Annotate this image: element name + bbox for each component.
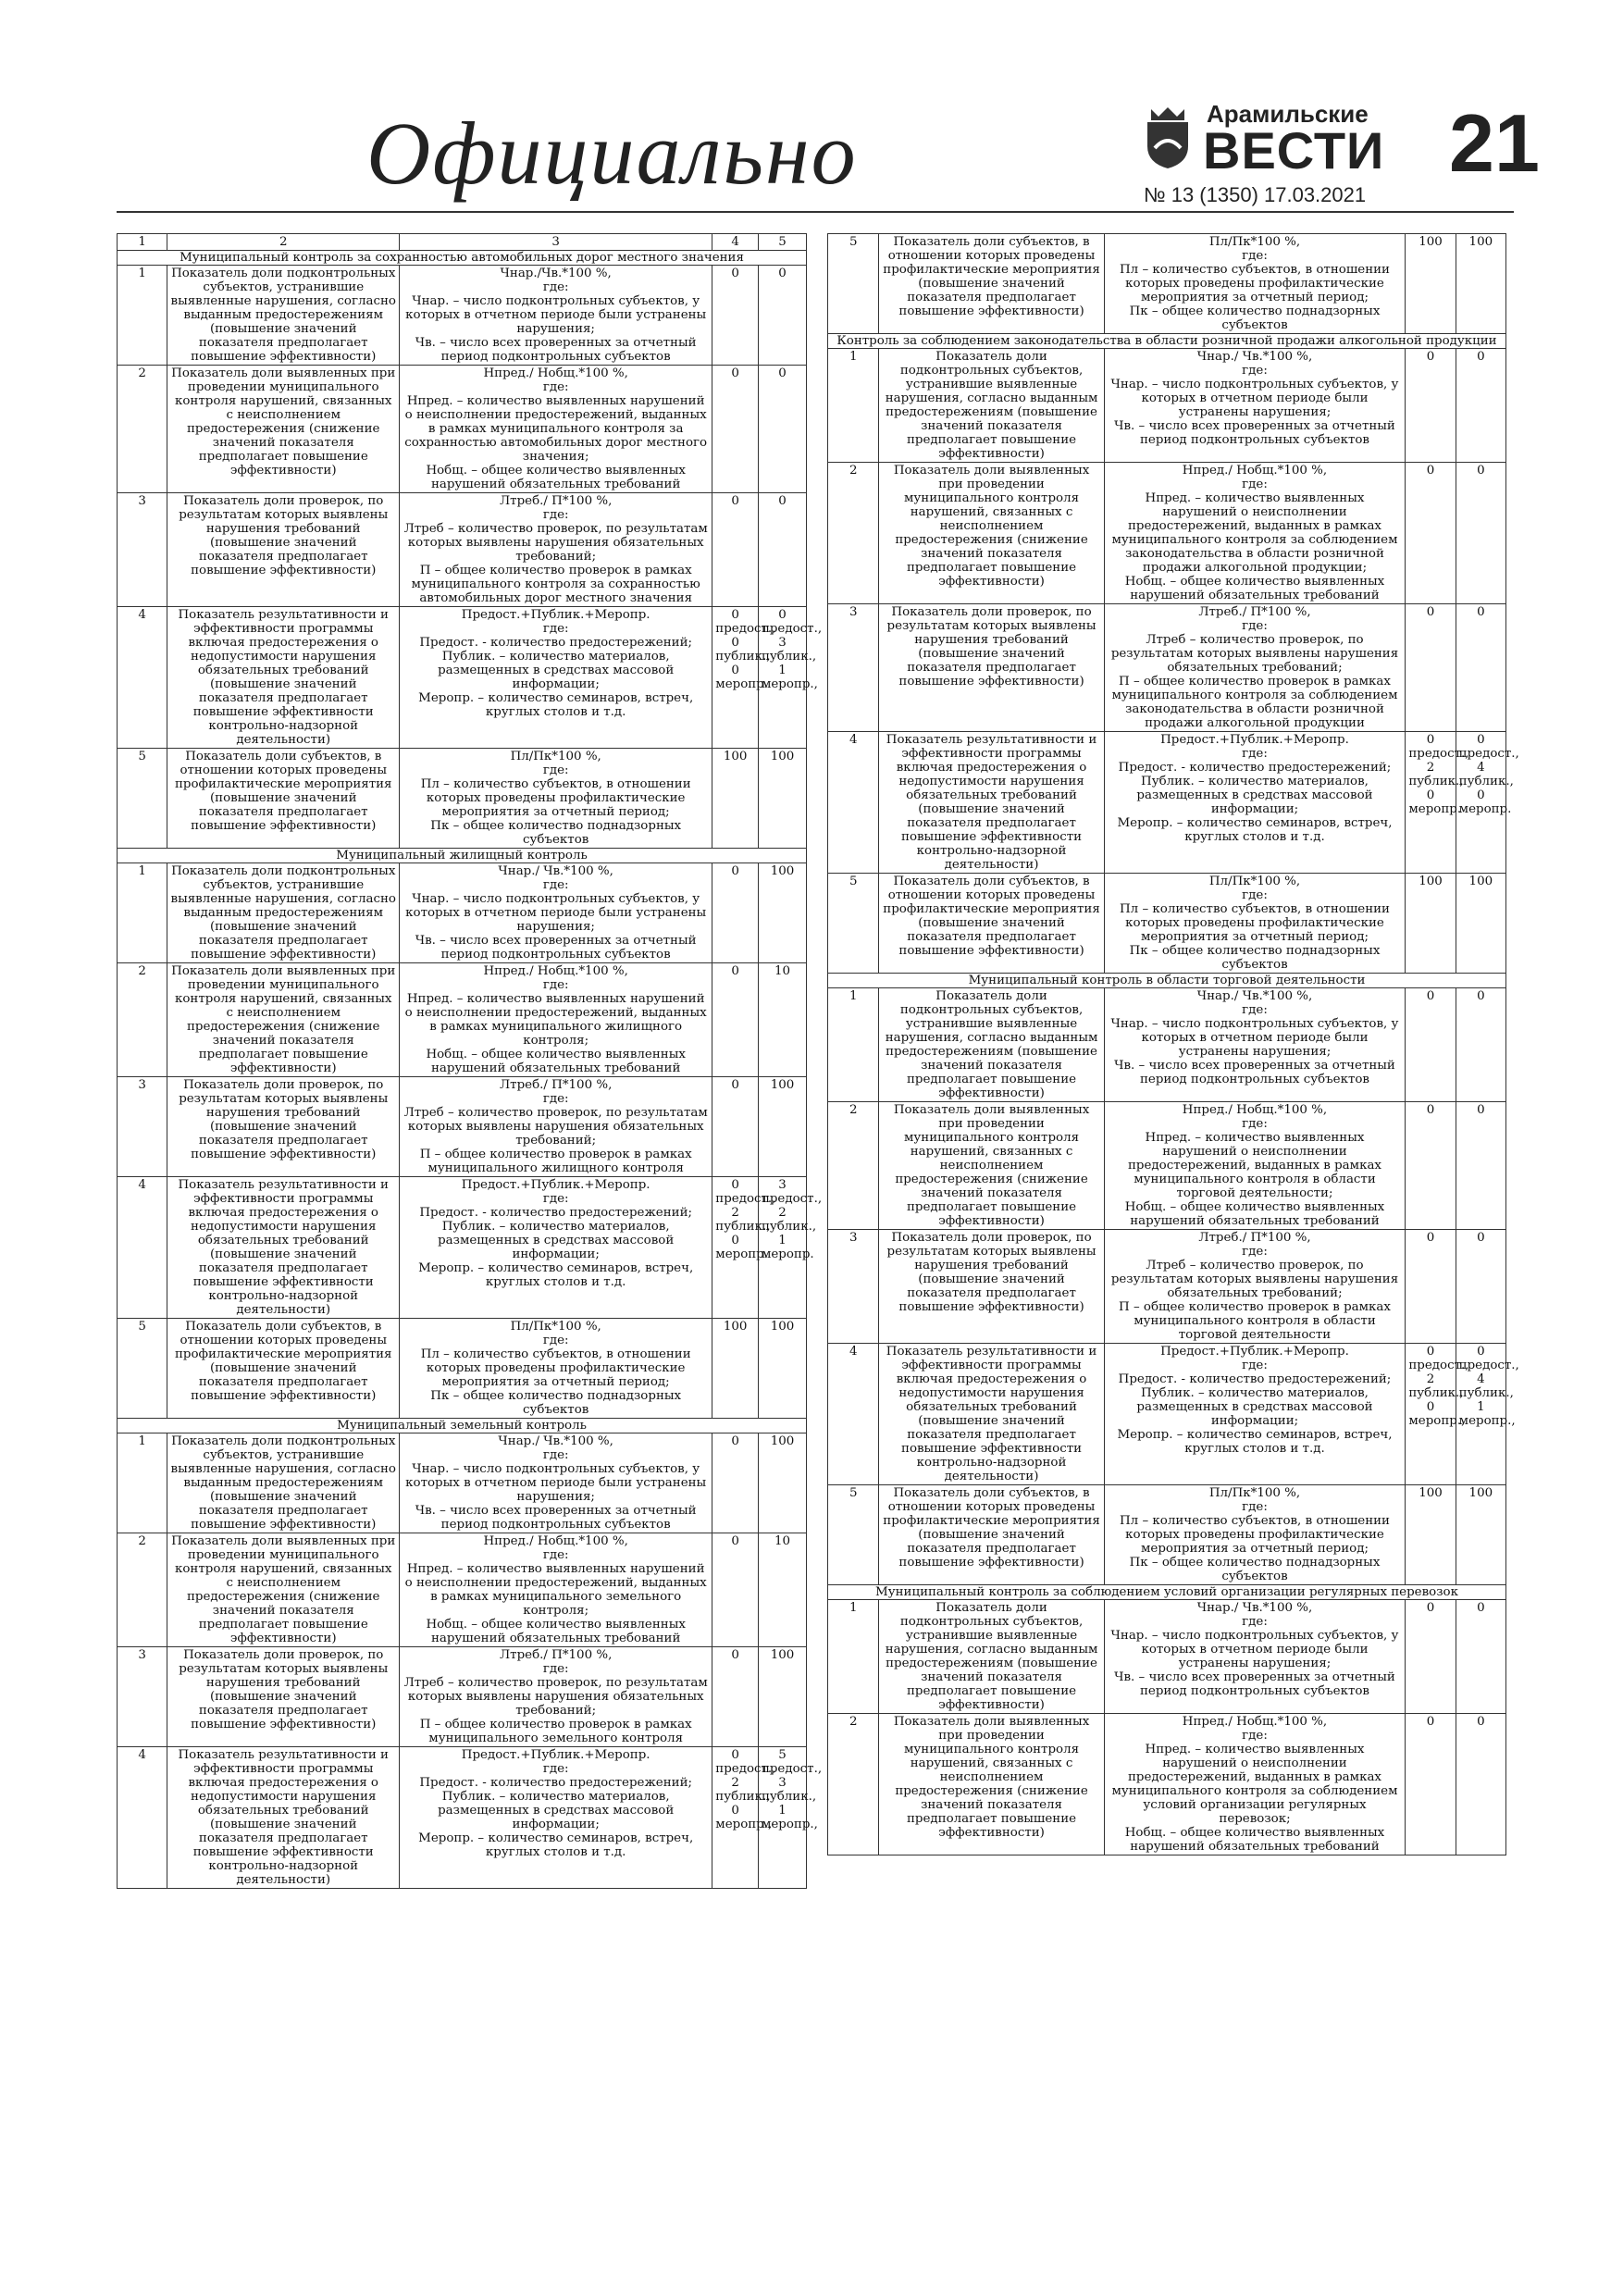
value-col4-cell: 0: [1406, 1230, 1456, 1344]
table-row: [828, 1485, 1506, 1585]
section-title-cell: Контроль за соблюдением законодательства в области розничной продажи алкогольной продукции: [828, 334, 1506, 349]
column-number-row: [118, 234, 807, 251]
value-col4-cell: 0 предост., 0 публик., 0 меропр.: [712, 607, 759, 749]
formula-cell: Нпред./ Нобщ.*100 %, где: Нпред. – количество выявленных нарушений о неисполнении предостережений, выданных в рамках муниципального контроля в области торговой деятельности; Нобщ. – общее количество выявленных нарушений обязательных требований: [1104, 1102, 1406, 1230]
value-col4-cell: 0 предост., 2 публик., 0 меропр.,: [712, 1747, 759, 1889]
formula-cell: Лтреб./ П*100 %, где: Лтреб – количество проверок, по результатам которых выявлены нарушения обязательных требований; П – общее количество проверок в рамках муниципального земельного контроля: [400, 1647, 712, 1747]
logo-subtitle: Арамильские: [1207, 100, 1369, 128]
newspaper-logo: [1142, 100, 1456, 180]
section-header-row: [118, 849, 807, 863]
formula-cell: Предост.+Публик.+Меропр. где: Предост. - количество предостережений; Публик. – количество материалов, размещенных в средствах массовой информации; Меропр. – количество семинаров, встреч, круглых столов и т.д.: [1104, 1344, 1406, 1485]
header-rule: [117, 211, 1514, 213]
table-row: [828, 234, 1506, 334]
table-row: [118, 863, 807, 963]
table-row: [828, 463, 1506, 604]
row-number: 2: [828, 1102, 879, 1230]
indicator-cell: Показатель доли подконтрольных субъектов, устранившие выявленные нарушения, согласно выданным предостережениям (повышение значений показателя предполагает повышение эффективности): [879, 1600, 1104, 1714]
value-col5-cell: 100: [1456, 1485, 1505, 1585]
section-title-cell: Муниципальный контроль в области торговой деятельности: [828, 974, 1506, 988]
value-col5-cell: 5 предост., 3 публик., 1 меропр.,: [758, 1747, 806, 1889]
indicator-cell: Показатель доли выявленных при проведении муниципального контроля нарушений, связанных с неисполнением предостережения (снижение значений показателя предполагает повышение эффективности): [167, 963, 400, 1077]
formula-cell: Чнар./ Чв.*100 %, где: Чнар. – число подконтрольных субъектов, у которых в отчетном периоде были устранены нарушения; Чв. – число всех проверенных за отчетный период подконтрольных субъектов: [1104, 988, 1406, 1102]
row-number: 1: [828, 988, 879, 1102]
column-number-cell: 3: [400, 234, 712, 251]
formula-cell: Пл/Пк*100 %, где: Пл – количество субъектов, в отношении которых проведены профилактические мероприятия за отчетный период; Пк – общее количество поднадзорных субъектов: [1104, 1485, 1406, 1585]
row-number: 1: [118, 266, 167, 366]
value-col5-cell: 100: [1456, 234, 1505, 334]
row-number: 3: [118, 1077, 167, 1177]
value-col5-cell: 0 предост., 3 публик., 1 меропр.,: [758, 607, 806, 749]
column-number-cell: 1: [118, 234, 167, 251]
value-col5-cell: 100: [758, 1433, 806, 1533]
table-row: [828, 1102, 1506, 1230]
indicator-cell: Показатель доли подконтрольных субъектов, устранившие выявленные нарушения, согласно выданным предостережениям (повышение значений показателя предполагает повышение эффективности): [167, 863, 400, 963]
value-col5-cell: 0: [1456, 1600, 1505, 1714]
formula-cell: Предост.+Публик.+Меропр. где: Предост. - количество предостережений; Публик. – количество материалов, размещенных в средствах массовой информации; Меропр. – количество семинаров, встреч, круглых столов и т.д.: [1104, 732, 1406, 874]
formula-cell: Пл/Пк*100 %, где: Пл – количество субъектов, в отношении которых проведены профилактические мероприятия за отчетный период; Пк – общее количество поднадзорных субъектов: [400, 1319, 712, 1419]
table-row: [118, 266, 807, 366]
table-row: [118, 1177, 807, 1319]
formula-cell: Нпред./ Нобщ.*100 %, где: Нпред. – количество выявленных нарушений о неисполнении предостережений, выданных в рамках муниципального контроля за соблюдением условий организации регулярных перевозок; Нобщ. – общее количество выявленных нарушений обязательных требований: [1104, 1714, 1406, 1855]
column-number-cell: 5: [758, 234, 806, 251]
indicator-cell: Показатель доли выявленных при проведении муниципального контроля нарушений, связанных с неисполнением предостережения (снижение значений показателя предполагает повышение эффективности): [879, 463, 1104, 604]
value-col5-cell: 100: [758, 863, 806, 963]
value-col4-cell: 0: [1406, 1102, 1456, 1230]
row-number: 4: [118, 1177, 167, 1319]
formula-cell: Лтреб./ П*100 %, где: Лтреб – количество проверок, по результатам которых выявлены нарушения обязательных требований; П – общее количество проверок в рамках муниципального контроля в области торговой деятельности: [1104, 1230, 1406, 1344]
section-header-row: [118, 251, 807, 266]
indicator-cell: Показатель доли субъектов, в отношении которых проведены профилактические мероприятия (повышение значений показателя предполагает повышение эффективности): [879, 874, 1104, 974]
page-number: 21: [1449, 97, 1540, 189]
formula-cell: Чнар./ Чв.*100 %, где: Чнар. – число подконтрольных субъектов, у которых в отчетном периоде были устранены нарушения; Чв. – число всех проверенных за отчетный период подконтрольных субъектов: [1104, 349, 1406, 463]
row-number: 4: [118, 1747, 167, 1889]
indicator-cell: Показатель доли проверок, по результатам которых выявлены нарушения требований (повышение значений показателя предполагает повышение эффективности): [167, 1077, 400, 1177]
section-title: Официально: [366, 104, 858, 203]
row-number: 3: [118, 493, 167, 607]
table-row: [118, 1647, 807, 1747]
right-column: [827, 233, 1519, 1855]
row-number: 2: [118, 366, 167, 493]
value-col5-cell: 100: [758, 749, 806, 849]
table-row: [828, 1230, 1506, 1344]
formula-cell: Предост.+Публик.+Меропр. где: Предост. - количество предостережений; Публик. – количество материалов, размещенных в средствах массовой информации; Меропр. – количество семинаров, встреч, круглых столов и т.д.: [400, 1747, 712, 1889]
value-col4-cell: 100: [712, 749, 759, 849]
section-header-row: [828, 1585, 1506, 1600]
indicator-cell: Показатель доли выявленных при проведении муниципального контроля нарушений, связанных с неисполнением предостережения (снижение значений показателя предполагает повышение эффективности): [879, 1714, 1104, 1855]
row-number: 4: [828, 732, 879, 874]
table-row: [828, 988, 1506, 1102]
indicator-cell: Показатель доли субъектов, в отношении которых проведены профилактические мероприятия (повышение значений показателя предполагает повышение эффективности): [879, 234, 1104, 334]
page-header: [117, 83, 1540, 213]
table-row: [828, 1600, 1506, 1714]
row-number: 4: [118, 607, 167, 749]
formula-cell: Предост.+Публик.+Меропр. где: Предост. - количество предостережений; Публик. – количество материалов, размещенных в средствах массовой информации; Меропр. – количество семинаров, встреч, круглых столов и т.д.: [400, 1177, 712, 1319]
column-number-cell: 4: [712, 234, 759, 251]
column-number-cell: 2: [167, 234, 400, 251]
table-row: [828, 604, 1506, 732]
value-col4-cell: 0: [712, 963, 759, 1077]
indicator-cell: Показатель результативности и эффективности программы включая предостережения о недопустимости нарушения обязательных требований (повышение значений показателя предполагает повышение эффективности контрольно-надзорной деятельности): [879, 732, 1104, 874]
section-header-row: [118, 1419, 807, 1433]
indicator-cell: Показатель доли проверок, по результатам которых выявлены нарушения требований (повышение значений показателя предполагает повышение эффективности): [167, 1647, 400, 1747]
formula-cell: Нпред./ Нобщ.*100 %, где: Нпред. – количество выявленных нарушений о неисполнении предостережений, выданных в рамках муниципального контроля за соблюдением законодательства в области розничной продажи алкогольной продукции; Нобщ. – общее количество выявленных нарушений обязательных требований: [1104, 463, 1406, 604]
indicator-cell: Показатель доли субъектов, в отношении которых проведены профилактические мероприятия (повышение значений показателя предполагает повышение эффективности): [167, 749, 400, 849]
row-number: 5: [118, 1319, 167, 1419]
indicator-cell: Показатель доли проверок, по результатам которых выявлены нарушения требований (повышение значений показателя предполагает повышение эффективности): [879, 1230, 1104, 1344]
indicator-cell: Показатель доли выявленных при проведении муниципального контроля нарушений, связанных с неисполнением предостережения (снижение значений показателя предполагает повышение эффективности): [879, 1102, 1104, 1230]
formula-cell: Пл/Пк*100 %, где: Пл – количество субъектов, в отношении которых проведены профилактические мероприятия за отчетный период; Пк – общее количество поднадзорных субъектов: [1104, 874, 1406, 974]
table-row: [118, 1433, 807, 1533]
indicator-cell: Показатель результативности и эффективности программы включая предостережения о недопустимости нарушения обязательных требований (повышение значений показателя предполагает повышение эффективности контрольно-надзорной деятельности): [879, 1344, 1104, 1485]
value-col4-cell: 0: [712, 266, 759, 366]
value-col5-cell: 100: [1456, 874, 1505, 974]
value-col4-cell: 0: [1406, 463, 1456, 604]
value-col5-cell: 0: [1456, 604, 1505, 732]
value-col5-cell: 0: [758, 366, 806, 493]
value-col4-cell: 100: [1406, 874, 1456, 974]
value-col5-cell: 0 предост., 4 публик., 1 меропр.,: [1456, 1344, 1505, 1485]
row-number: 2: [828, 1714, 879, 1855]
formula-cell: Чнар./ Чв.*100 %, где: Чнар. – число подконтрольных субъектов, у которых в отчетном периоде были устранены нарушения; Чв. – число всех проверенных за отчетный период подконтрольных субъектов: [400, 863, 712, 963]
value-col5-cell: 0: [1456, 349, 1505, 463]
logo-title: ВЕСТИ: [1203, 121, 1385, 180]
indicator-cell: Показатель результативности и эффективности программы включая предостережения о недопустимости нарушения обязательных требований (повышение значений показателя предполагает повышение эффективности контрольно-надзорной деятельности): [167, 1177, 400, 1319]
value-col5-cell: 100: [758, 1319, 806, 1419]
row-number: 2: [118, 1533, 167, 1647]
row-number: 3: [118, 1647, 167, 1747]
value-col4-cell: 0: [712, 1077, 759, 1177]
section-title-cell: Муниципальный земельный контроль: [118, 1419, 807, 1433]
value-col4-cell: 0: [712, 1647, 759, 1747]
table-row: [118, 963, 807, 1077]
formula-cell: Чнар./Чв.*100 %, где: Чнар. – число подконтрольных субъектов, у которых в отчетном периоде были устранены нарушения; Чв. – число всех проверенных за отчетный период подконтрольных субъектов: [400, 266, 712, 366]
indicator-cell: Показатель доли подконтрольных субъектов, устранившие выявленные нарушения, согласно выданным предостережениям (повышение значений показателя предполагает повышение эффективности): [879, 988, 1104, 1102]
formula-cell: Чнар./ Чв.*100 %, где: Чнар. – число подконтрольных субъектов, у которых в отчетном периоде были устранены нарушения; Чв. – число всех проверенных за отчетный период подконтрольных субъектов: [1104, 1600, 1406, 1714]
left-column: [117, 233, 823, 1889]
issue-number: № 13 (1350) 17.03.2021: [1144, 183, 1367, 206]
table-row: [118, 1533, 807, 1647]
formula-cell: Пл/Пк*100 %, где: Пл – количество субъектов, в отношении которых проведены профилактические мероприятия за отчетный период; Пк – общее количество поднадзорных субъектов: [1104, 234, 1406, 334]
section-header-row: [828, 334, 1506, 349]
indicator-cell: Показатель доли выявленных при проведении муниципального контроля нарушений, связанных с неисполнением предостережения (снижение значений показателя предполагает повышение эффективности): [167, 1533, 400, 1647]
table-row: [828, 349, 1506, 463]
value-col4-cell: 0: [1406, 988, 1456, 1102]
value-col5-cell: 0: [1456, 1714, 1505, 1855]
value-col5-cell: 0: [1456, 1230, 1505, 1344]
row-number: 1: [828, 349, 879, 463]
table-row: [118, 366, 807, 493]
table-row: [828, 1344, 1506, 1485]
value-col4-cell: 100: [712, 1319, 759, 1419]
row-number: 3: [828, 1230, 879, 1344]
section-title-cell: Муниципальный контроль за сохранностью автомобильных дорог местного значения: [118, 251, 807, 266]
indicator-cell: Показатель доли субъектов, в отношении которых проведены профилактические мероприятия (повышение значений показателя предполагает повышение эффективности): [167, 1319, 400, 1419]
table-row: [118, 749, 807, 849]
value-col4-cell: 0: [1406, 1714, 1456, 1855]
indicator-cell: Показатель результативности и эффективности программы включая предостережения о недопустимости нарушения обязательных требований (повышение значений показателя предполагает повышение эффективности контрольно-надзорной деятельности): [167, 607, 400, 749]
row-number: 5: [118, 749, 167, 849]
value-col4-cell: 0 предост., 2 публик., 0 меропр.,: [1406, 1344, 1456, 1485]
row-number: 5: [828, 874, 879, 974]
section-header-row: [828, 974, 1506, 988]
table-row: [118, 1319, 807, 1419]
row-number: 1: [118, 863, 167, 963]
value-col5-cell: 0: [758, 266, 806, 366]
indicator-cell: Показатель доли субъектов, в отношении которых проведены профилактические мероприятия (повышение значений показателя предполагает повышение эффективности): [879, 1485, 1104, 1585]
indicator-cell: Показатель доли подконтрольных субъектов, устранившие выявленные нарушения, согласно выданным предостережениям (повышение значений показателя предполагает повышение эффективности): [879, 349, 1104, 463]
value-col5-cell: 0: [1456, 988, 1505, 1102]
table-row: [118, 1077, 807, 1177]
value-col4-cell: 0: [1406, 1600, 1456, 1714]
value-col4-cell: 100: [1406, 1485, 1456, 1585]
coat-of-arms-icon: [1142, 105, 1194, 170]
section-title-cell: Муниципальный жилищный контроль: [118, 849, 807, 863]
value-col5-cell: 0: [758, 493, 806, 607]
value-col5-cell: 100: [758, 1077, 806, 1177]
row-number: 2: [828, 463, 879, 604]
value-col5-cell: 3 предост., 2 публик., 1 меропр.: [758, 1177, 806, 1319]
indicators-table-right: [827, 233, 1519, 1855]
row-number: 5: [828, 1485, 879, 1585]
row-number: 5: [828, 234, 879, 334]
value-col4-cell: 0: [712, 1533, 759, 1647]
value-col5-cell: 0 предост., 4 публик., 0 меропр.: [1456, 732, 1505, 874]
value-col4-cell: 0 предост., 2 публик., 0 меропр.: [1406, 732, 1456, 874]
indicator-cell: Показатель доли подконтрольных субъектов, устранившие выявленные нарушения, согласно выданным предостережениям (повышение значений показателя предполагает повышение эффективности): [167, 266, 400, 366]
formula-cell: Лтреб./ П*100 %, где: Лтреб – количество проверок, по результатам которых выявлены нарушения обязательных требований; П – общее количество проверок в рамках муниципального контроля за соблюдением законодательства в области розничной продажи алкогольной продукции: [1104, 604, 1406, 732]
value-col4-cell: 0: [712, 1433, 759, 1533]
indicator-cell: Показатель доли проверок, по результатам которых выявлены нарушения требований (повышение значений показателя предполагает повышение эффективности): [879, 604, 1104, 732]
formula-cell: Чнар./ Чв.*100 %, где: Чнар. – число подконтрольных субъектов, у которых в отчетном периоде были устранены нарушения; Чв. – число всех проверенных за отчетный период подконтрольных субъектов: [400, 1433, 712, 1533]
table-row: [828, 1714, 1506, 1855]
row-number: 2: [118, 963, 167, 1077]
table-row: [118, 607, 807, 749]
formula-cell: Пл/Пк*100 %, где: Пл – количество субъектов, в отношении которых проведены профилактические мероприятия за отчетный период; Пк – общее количество поднадзорных субъектов: [400, 749, 712, 849]
value-col5-cell: 100: [758, 1647, 806, 1747]
formula-cell: Лтреб./ П*100 %, где: Лтреб – количество проверок, по результатам которых выявлены нарушения обязательных требований; П – общее количество проверок в рамках муниципального контроля за сохранностью автомобильных дорог местного значения: [400, 493, 712, 607]
value-col4-cell: 0: [712, 863, 759, 963]
value-col4-cell: 0: [712, 493, 759, 607]
value-col4-cell: 0: [712, 366, 759, 493]
formula-cell: Лтреб./ П*100 %, где: Лтреб – количество проверок, по результатам которых выявлены нарушения обязательных требований; П – общее количество проверок в рамках муниципального жилищного контроля: [400, 1077, 712, 1177]
formula-cell: Нпред./ Нобщ.*100 %, где: Нпред. – количество выявленных нарушений о неисполнении предостережений, выданных в рамках муниципального земельного контроля; Нобщ. – общее количество выявленных нарушений обязательных требований: [400, 1533, 712, 1647]
value-col4-cell: 0: [1406, 604, 1456, 732]
value-col4-cell: 0 предост., 2 публик., 0 меропр.: [712, 1177, 759, 1319]
formula-cell: Нпред./ Нобщ.*100 %, где: Нпред. – количество выявленных нарушений о неисполнении предостережений, выданных в рамках муниципального контроля за сохранностью автомобильных дорог местного значения; Нобщ. – общее количество выявленных нарушений обязательных требований: [400, 366, 712, 493]
indicator-cell: Показатель доли подконтрольных субъектов, устранившие выявленные нарушения, согласно выданным предостережениям (повышение значений показателя предполагает повышение эффективности): [167, 1433, 400, 1533]
indicator-cell: Показатель доли проверок, по результатам которых выявлены нарушения требований (повышение значений показателя предполагает повышение эффективности): [167, 493, 400, 607]
row-number: 3: [828, 604, 879, 732]
value-col5-cell: 10: [758, 963, 806, 1077]
row-number: 1: [118, 1433, 167, 1533]
indicators-table-left: [117, 233, 823, 1889]
indicator-cell: Показатель результативности и эффективности программы включая предостережения о недопустимости нарушения обязательных требований (повышение значений показателя предполагает повышение эффективности контрольно-надзорной деятельности): [167, 1747, 400, 1889]
formula-cell: Предост.+Публик.+Меропр. где: Предост. - количество предостережений; Публик. – количество материалов, размещенных в средствах массовой информации; Меропр. – количество семинаров, встреч, круглых столов и т.д.: [400, 607, 712, 749]
indicator-cell: Показатель доли выявленных при проведении муниципального контроля нарушений, связанных с неисполнением предостережения (снижение значений показателя предполагает повышение эффективности): [167, 366, 400, 493]
value-col5-cell: 0: [1456, 1102, 1505, 1230]
table-row: [118, 1747, 807, 1889]
formula-cell: Нпред./ Нобщ.*100 %, где: Нпред. – количество выявленных нарушений о неисполнении предостережений, выданных в рамках муниципального жилищного контроля; Нобщ. – общее количество выявленных нарушений обязательных требований: [400, 963, 712, 1077]
table-row: [828, 732, 1506, 874]
row-number: 1: [828, 1600, 879, 1714]
value-col5-cell: 0: [1456, 463, 1505, 604]
table-row: [118, 493, 807, 607]
value-col4-cell: 100: [1406, 234, 1456, 334]
row-number: 4: [828, 1344, 879, 1485]
table-row: [828, 874, 1506, 974]
section-title-cell: Муниципальный контроль за соблюдением условий организации регулярных перевозок: [828, 1585, 1506, 1600]
value-col5-cell: 10: [758, 1533, 806, 1647]
value-col4-cell: 0: [1406, 349, 1456, 463]
